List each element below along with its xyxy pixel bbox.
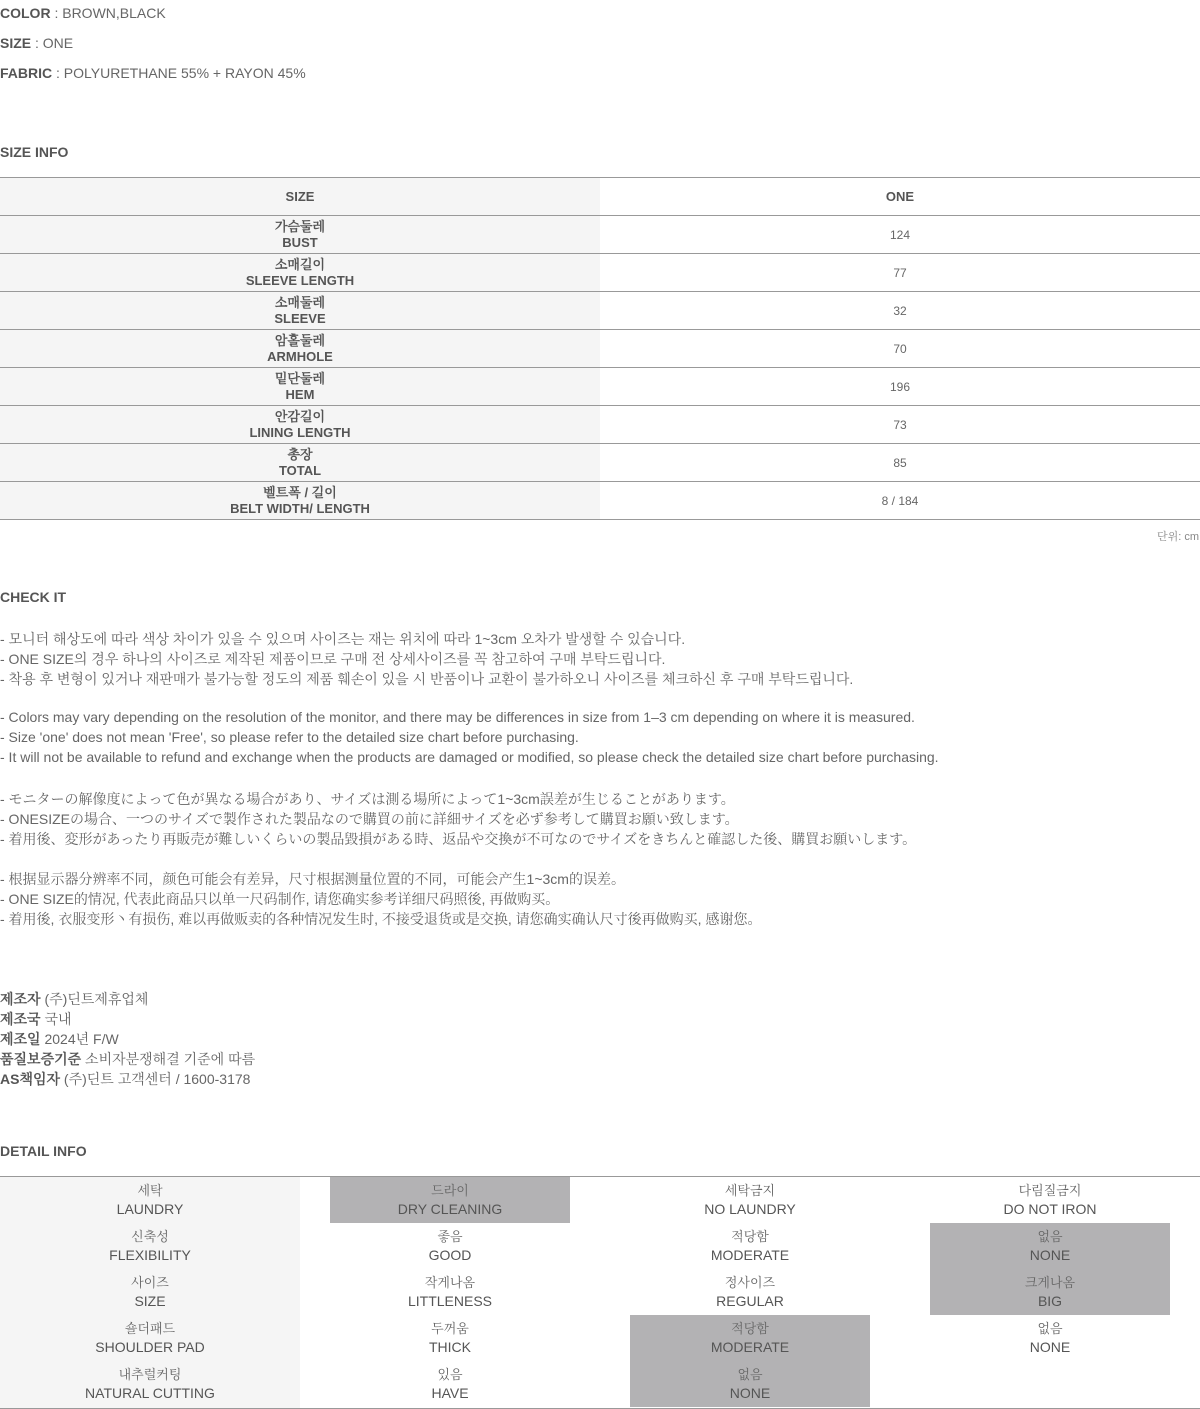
detail-option-none: 없음 NONE <box>930 1223 1170 1269</box>
maker-value: (주)딘트제휴업체 <box>40 991 149 1007</box>
size-row-ko: 가슴둘레 <box>274 218 326 234</box>
unit-note: 단위: cm <box>1156 531 1199 543</box>
detail-option-moderate: 적당함 MODERATE <box>710 1229 790 1263</box>
detail-option-do-not-iron: 다림질금지 DO NOT IRON <box>1003 1183 1097 1217</box>
color-info <box>0 5 166 21</box>
detail-info-title: DETAIL INFO <box>0 1143 87 1159</box>
size-row <box>0 406 1200 444</box>
size-label: SIZE <box>0 35 32 51</box>
size-table-header <box>0 178 1200 216</box>
size-row-ko: 안감길이 <box>274 408 326 424</box>
detail-label-shoulder-pad: 숄더패드 SHOULDER PAD <box>95 1321 205 1355</box>
maker-line <box>0 1069 250 1089</box>
check-line-en: - It will not be available to refund and exchange when the products are damaged or modified, so please check the detailed size chart before purchasing. <box>0 749 939 765</box>
size-row-value: 73 <box>893 417 907 432</box>
detail-label-natural-cutting: 내추럴커팅 NATURAL CUTTING <box>85 1367 215 1401</box>
detail-option-none: 없음 NONE <box>1029 1321 1071 1355</box>
size-header-value: ONE <box>885 189 915 204</box>
size-row-en: LINING LENGTH <box>249 424 351 440</box>
size-info-line <box>0 35 73 51</box>
fabric-info <box>0 65 306 81</box>
fabric-value: : POLYURETHANE 55% + RAYON 45% <box>52 65 306 81</box>
check-line-ko: - 모니터 해상도에 따라 색상 차이가 있을 수 있으며 사이즈는 재는 위치에 따라 1~3cm 오차가 발생할 수 있습니다. <box>0 631 686 647</box>
detail-option-none: 없음 NONE <box>630 1361 870 1407</box>
maker-line <box>0 1009 72 1029</box>
size-value: : ONE <box>31 35 74 51</box>
detail-option-littleness: 작게나옴 LITTLENESS <box>407 1275 493 1309</box>
size-row-en: ARMHOLE <box>267 348 333 364</box>
fabric-label: FABRIC <box>0 65 53 81</box>
size-row-en: HEM <box>285 386 315 402</box>
size-row-en: SLEEVE <box>274 310 326 326</box>
check-line-zh: - 着用後, 衣服变形丶有损伤, 难以再做贩卖的各种情况发生时, 不接受退货或是交换, 请您确实确认尺寸後再做购买, 感谢您。 <box>0 911 762 927</box>
detail-option-thick: 두꺼움 THICK <box>429 1321 471 1355</box>
detail-label-size: 사이즈 SIZE <box>131 1275 169 1309</box>
maker-value: (주)딘트 고객센터 / 1600-3178 <box>60 1071 251 1087</box>
size-row <box>0 482 1200 520</box>
size-row-ko: 벨트폭 / 길이 <box>263 484 337 500</box>
maker-label: AS책임자 <box>0 1071 61 1087</box>
size-row-value: 70 <box>893 341 907 356</box>
detail-option-moderate: 적당함 MODERATE <box>630 1315 870 1361</box>
detail-option-have: 있음 HAVE <box>431 1367 469 1401</box>
check-line-en: - Size 'one' does not mean 'Free', so please refer to the detailed size chart before purchasing. <box>0 729 579 745</box>
maker-line <box>0 1049 255 1069</box>
size-row-ko: 총장 <box>287 446 313 462</box>
check-line-zh: - 根据显示器分辨率不同，颜色可能会有差异，尺寸根据测量位置的不同，可能会产生1~3cm的误差。 <box>0 871 625 887</box>
maker-line <box>0 1029 119 1049</box>
size-row-value: 8 / 184 <box>881 493 919 508</box>
size-row-value: 196 <box>889 379 911 394</box>
size-row-ko: 암홀둘레 <box>274 332 326 348</box>
size-row <box>0 216 1200 254</box>
color-label: COLOR <box>0 5 51 21</box>
detail-option-regular: 정사이즈 REGULAR <box>716 1275 784 1309</box>
maker-line <box>0 989 148 1009</box>
size-row-value: 32 <box>893 303 907 318</box>
size-row-value: 85 <box>893 455 907 470</box>
maker-label: 제조자 <box>0 991 41 1007</box>
detail-option-big: 크게나옴 BIG <box>930 1269 1170 1315</box>
check-line-zh: - ONE SIZE的情况, 代表此商品只以单一尺码制作, 请您确实参考详细尺码照後, 再做购买。 <box>0 891 560 907</box>
detail-label-flexibility: 신축성 FLEXIBILITY <box>109 1229 191 1263</box>
size-row-en: BELT WIDTH/ LENGTH <box>230 500 370 516</box>
size-row-en: SLEEVE LENGTH <box>245 272 355 288</box>
detail-option-dry-cleaning: 드라이 DRY CLEANING <box>330 1177 570 1223</box>
detail-grid <box>0 1176 1200 1409</box>
detail-option-no-laundry: 세탁금지 NO LAUNDRY <box>704 1183 796 1217</box>
size-row-ko: 소매둘레 <box>274 294 326 310</box>
maker-value: 소비자분쟁해결 기준에 따름 <box>81 1051 256 1067</box>
size-row <box>0 368 1200 406</box>
size-row-en: BUST <box>282 234 318 250</box>
check-line-ja: - ONESIZEの場合、一つのサイズで製作された製品なので購買の前に詳細サイズを必ず参考して購買お願い致します。 <box>0 811 739 827</box>
check-line-ja: - モニターの解像度によって色が異なる場合があり、サイズは測る場所によって1~3cm誤差が生じることがあります。 <box>0 791 735 807</box>
check-line-ja: - 着用後、変形があったり再販売が難しいくらいの製品毀損がある時、返品や交換が不可なのでサイズをきちんと確認した後、購買お願いします。 <box>0 831 917 847</box>
size-row-ko: 밑단둘레 <box>274 370 326 386</box>
size-header-label: SIZE <box>0 178 600 215</box>
check-line-en: - Colors may vary depending on the resolution of the monitor, and there may be differences in size from 1–3 cm depending on where it is measured. <box>0 709 915 725</box>
maker-value: 2024년 F/W <box>40 1031 119 1047</box>
check-line-ko: - ONE SIZE의 경우 하나의 사이즈로 제작된 제품이므로 구매 전 상세사이즈를 꼭 참고하여 구매 부탁드립니다. <box>0 651 666 667</box>
maker-label: 제조국 <box>0 1011 41 1027</box>
size-row <box>0 254 1200 292</box>
size-row-ko: 소매길이 <box>274 256 326 272</box>
maker-label: 제조일 <box>0 1031 41 1047</box>
size-row <box>0 444 1200 482</box>
maker-value: 국내 <box>40 1011 72 1027</box>
size-row-value: 77 <box>893 265 907 280</box>
check-line-ko: - 착용 후 변형이 있거나 재판매가 불가능할 정도의 제품 훼손이 있을 시 반품이나 교환이 불가하오니 사이즈를 체크하신 후 구매 부탁드립니다. <box>0 671 854 687</box>
color-value: : BROWN,BLACK <box>50 5 166 21</box>
check-it-title: CHECK IT <box>0 589 67 605</box>
size-row <box>0 292 1200 330</box>
size-row-value: 124 <box>889 227 911 242</box>
maker-label: 품질보증기준 <box>0 1051 82 1067</box>
size-info-title: SIZE INFO <box>0 144 69 160</box>
detail-label-laundry: 세탁 LAUNDRY <box>116 1183 184 1217</box>
detail-option-good: 좋음 GOOD <box>428 1229 472 1263</box>
size-table <box>0 177 1200 520</box>
size-row <box>0 330 1200 368</box>
size-row-en: TOTAL <box>278 462 322 478</box>
